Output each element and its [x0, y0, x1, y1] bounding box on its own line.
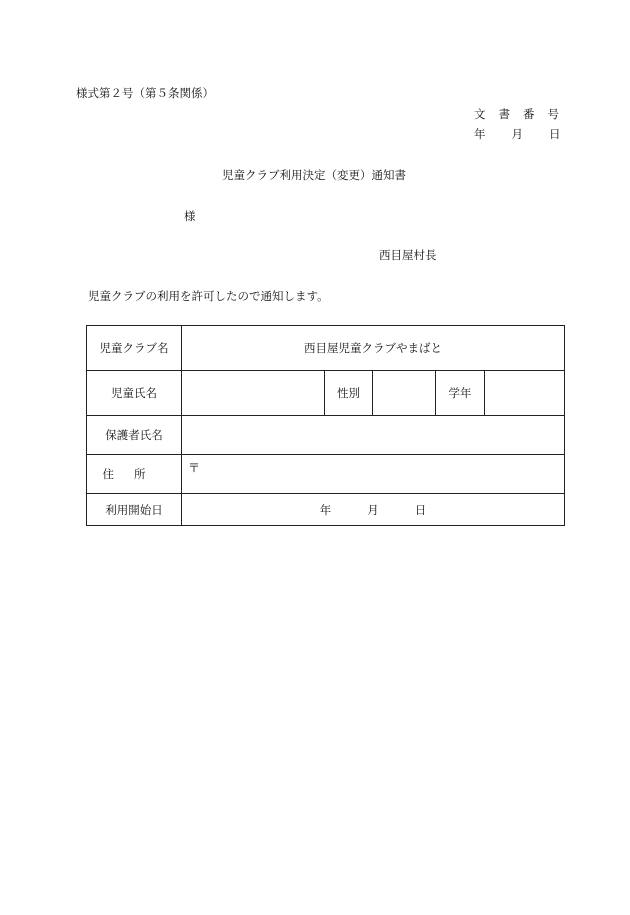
- start-date-field[interactable]: [182, 494, 565, 526]
- guardian-name-label: 保護者氏名: [87, 416, 182, 455]
- document-number-label: 文書番号: [474, 107, 572, 121]
- child-name-label: 児童氏名: [87, 371, 182, 416]
- grade-field[interactable]: [485, 371, 565, 416]
- form-number: 様式第２号（第５条関係）: [76, 86, 214, 100]
- start-date-label: 利用開始日: [87, 494, 182, 526]
- guardian-name-field[interactable]: [182, 416, 565, 455]
- table-row-club-name: [87, 326, 565, 371]
- address-field[interactable]: [182, 455, 565, 494]
- postal-mark-icon: 〒: [188, 461, 201, 475]
- addressee-suffix: 様: [184, 209, 196, 223]
- club-name-label: 児童クラブ名: [87, 326, 182, 371]
- table-row-start-date: [87, 494, 565, 526]
- start-date-year: 年: [319, 502, 332, 517]
- table-row-child: [87, 371, 565, 416]
- document-date-label: 年月日: [474, 127, 587, 141]
- start-date-day: 日: [414, 502, 427, 517]
- grade-label: 学年: [436, 371, 485, 416]
- gender-label: 性別: [325, 371, 373, 416]
- notice-info-table: [86, 325, 565, 526]
- start-date-month: 月: [367, 502, 379, 517]
- issuer-name: 西目屋村長: [379, 248, 437, 262]
- table-row-address: [87, 455, 565, 494]
- notice-body-text: 児童クラブの利用を許可したので通知します。: [88, 289, 329, 303]
- child-name-field[interactable]: [182, 371, 325, 416]
- table-row-guardian: [87, 416, 565, 455]
- document-title: 児童クラブ利用決定（変更）通知書: [222, 168, 406, 182]
- address-label: 住所: [87, 455, 182, 494]
- gender-field[interactable]: [373, 371, 436, 416]
- club-name-value: 西目屋児童クラブやまばと: [182, 326, 565, 371]
